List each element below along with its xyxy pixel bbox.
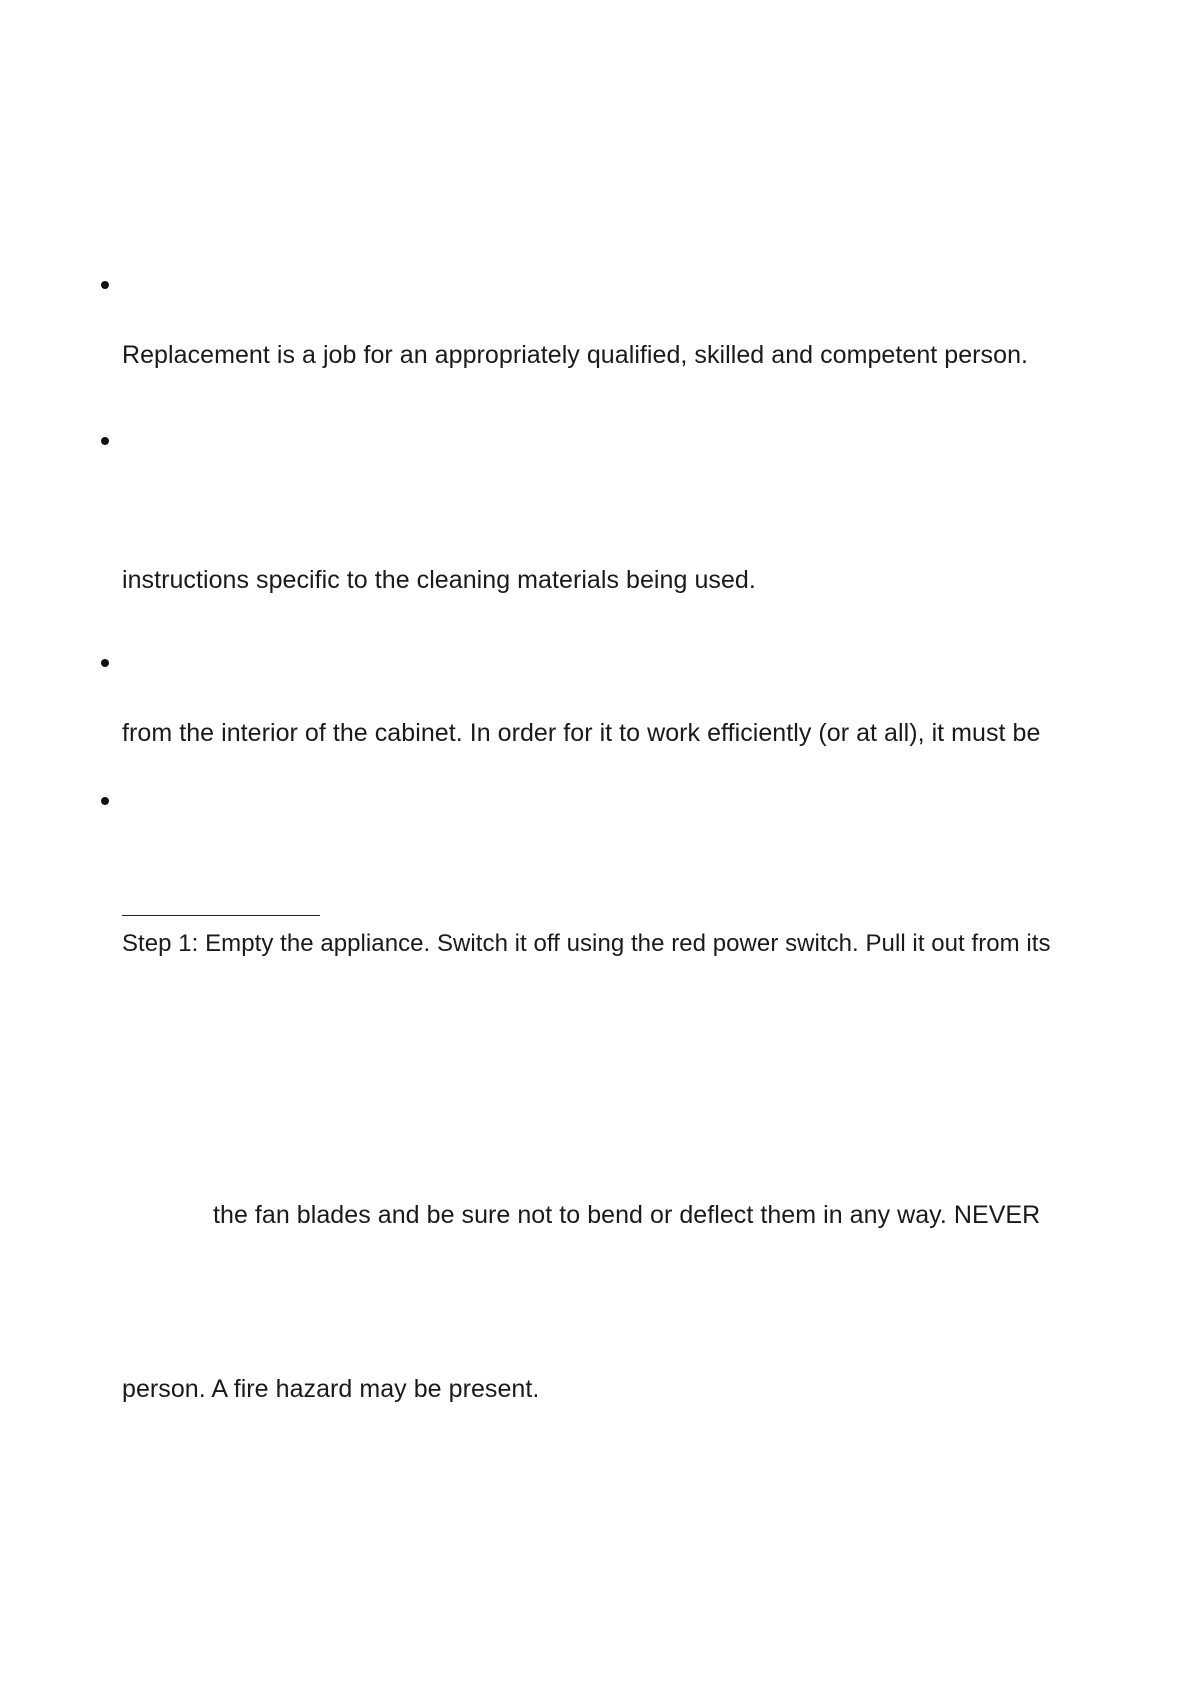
bullet-2 <box>101 437 109 445</box>
bullet-3 <box>101 659 109 667</box>
bullet-3-text: from the interior of the cabinet. In order for it to work efficiently (or at all), it must be <box>122 719 1041 747</box>
footnote-separator <box>122 915 320 916</box>
fan-warning-text: the fan blades and be sure not to bend or deflect them in any way. NEVER <box>213 1201 1041 1229</box>
bullet-1-text: Replacement is a job for an appropriately qualified, skilled and competent person. <box>122 341 1029 369</box>
bullet-4 <box>101 797 109 805</box>
bullet-2-text: instructions specific to the cleaning materials being used. <box>122 566 756 594</box>
step-1-text: Step 1: Empty the appliance. Switch it off using the red power switch. Pull it out from its <box>122 930 1051 957</box>
bullet-1 <box>101 281 109 289</box>
fire-hazard-text: person. A fire hazard may be present. <box>122 1375 540 1403</box>
